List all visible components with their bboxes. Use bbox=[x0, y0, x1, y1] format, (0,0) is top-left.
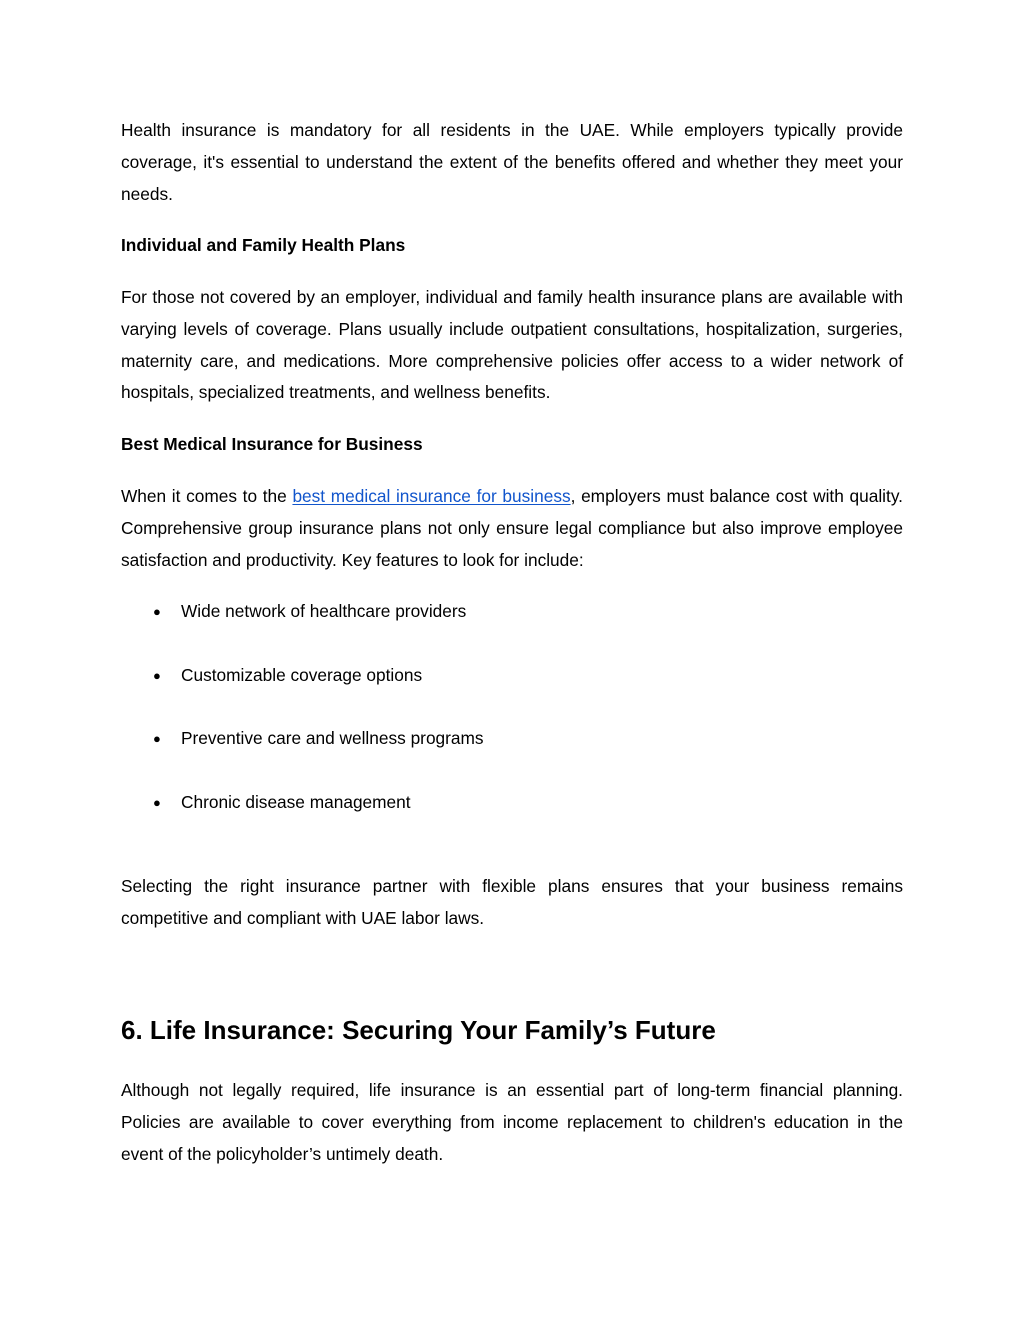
list-item-text: Chronic disease management bbox=[181, 791, 411, 812]
key-features-list bbox=[121, 596, 903, 850]
list-item bbox=[121, 723, 903, 787]
best-medical-insurance-link[interactable]: best medical insurance for business bbox=[292, 486, 571, 506]
list-item-text: Customizable coverage options bbox=[181, 664, 423, 685]
business-insurance-heading: Best Medical Insurance for Business bbox=[121, 434, 423, 454]
list-item bbox=[121, 787, 903, 851]
list-item-text: Wide network of healthcare providers bbox=[181, 601, 467, 621]
business-text-after: , employers must balance cost with quality. Comprehensive group insurance plans not only ensure legal compliance but also improve employee satisfaction and productivity. Key features to look for include: bbox=[121, 486, 903, 570]
life-insurance-heading: 6. Life Insurance: Securing Your Family’s Future bbox=[121, 1015, 716, 1045]
bullet-icon: ● bbox=[153, 667, 161, 683]
business-closing-paragraph: Selecting the right insurance partner with flexible plans ensures that your business remains competitive and compliant with UAE labor laws. bbox=[121, 876, 903, 928]
business-text-before: When it comes to the bbox=[121, 486, 293, 506]
individual-plans-paragraph: For those not covered by an employer, individual and family health insurance plans are available with varying levels of coverage. Plans usually include outpatient consultations, hospitalization, surgeries, maternity care, and medications. More comprehensive policies offer access to a wider network of hospitals, specialized treatments, and wellness benefits. bbox=[121, 287, 903, 403]
intro-paragraph: Health insurance is mandatory for all residents in the UAE. While employers typically provide coverage, it's essential to understand the extent of the benefits offered and whether they meet your needs. bbox=[121, 120, 903, 204]
list-item-text: Preventive care and wellness programs bbox=[181, 728, 484, 749]
list-item bbox=[121, 660, 903, 724]
bullet-icon: ● bbox=[153, 604, 161, 619]
life-insurance-paragraph: Although not legally required, life insurance is an essential part of long-term financial planning. Policies are available to cover everything from income replacement to children's education in the event of the policyholder’s untimely death. bbox=[121, 1080, 903, 1164]
business-insurance-paragraph bbox=[121, 481, 903, 576]
list-item bbox=[121, 596, 903, 660]
individual-plans-heading: Individual and Family Health Plans bbox=[121, 235, 406, 255]
bullet-icon: ● bbox=[153, 794, 161, 810]
bullet-icon: ● bbox=[153, 731, 161, 747]
